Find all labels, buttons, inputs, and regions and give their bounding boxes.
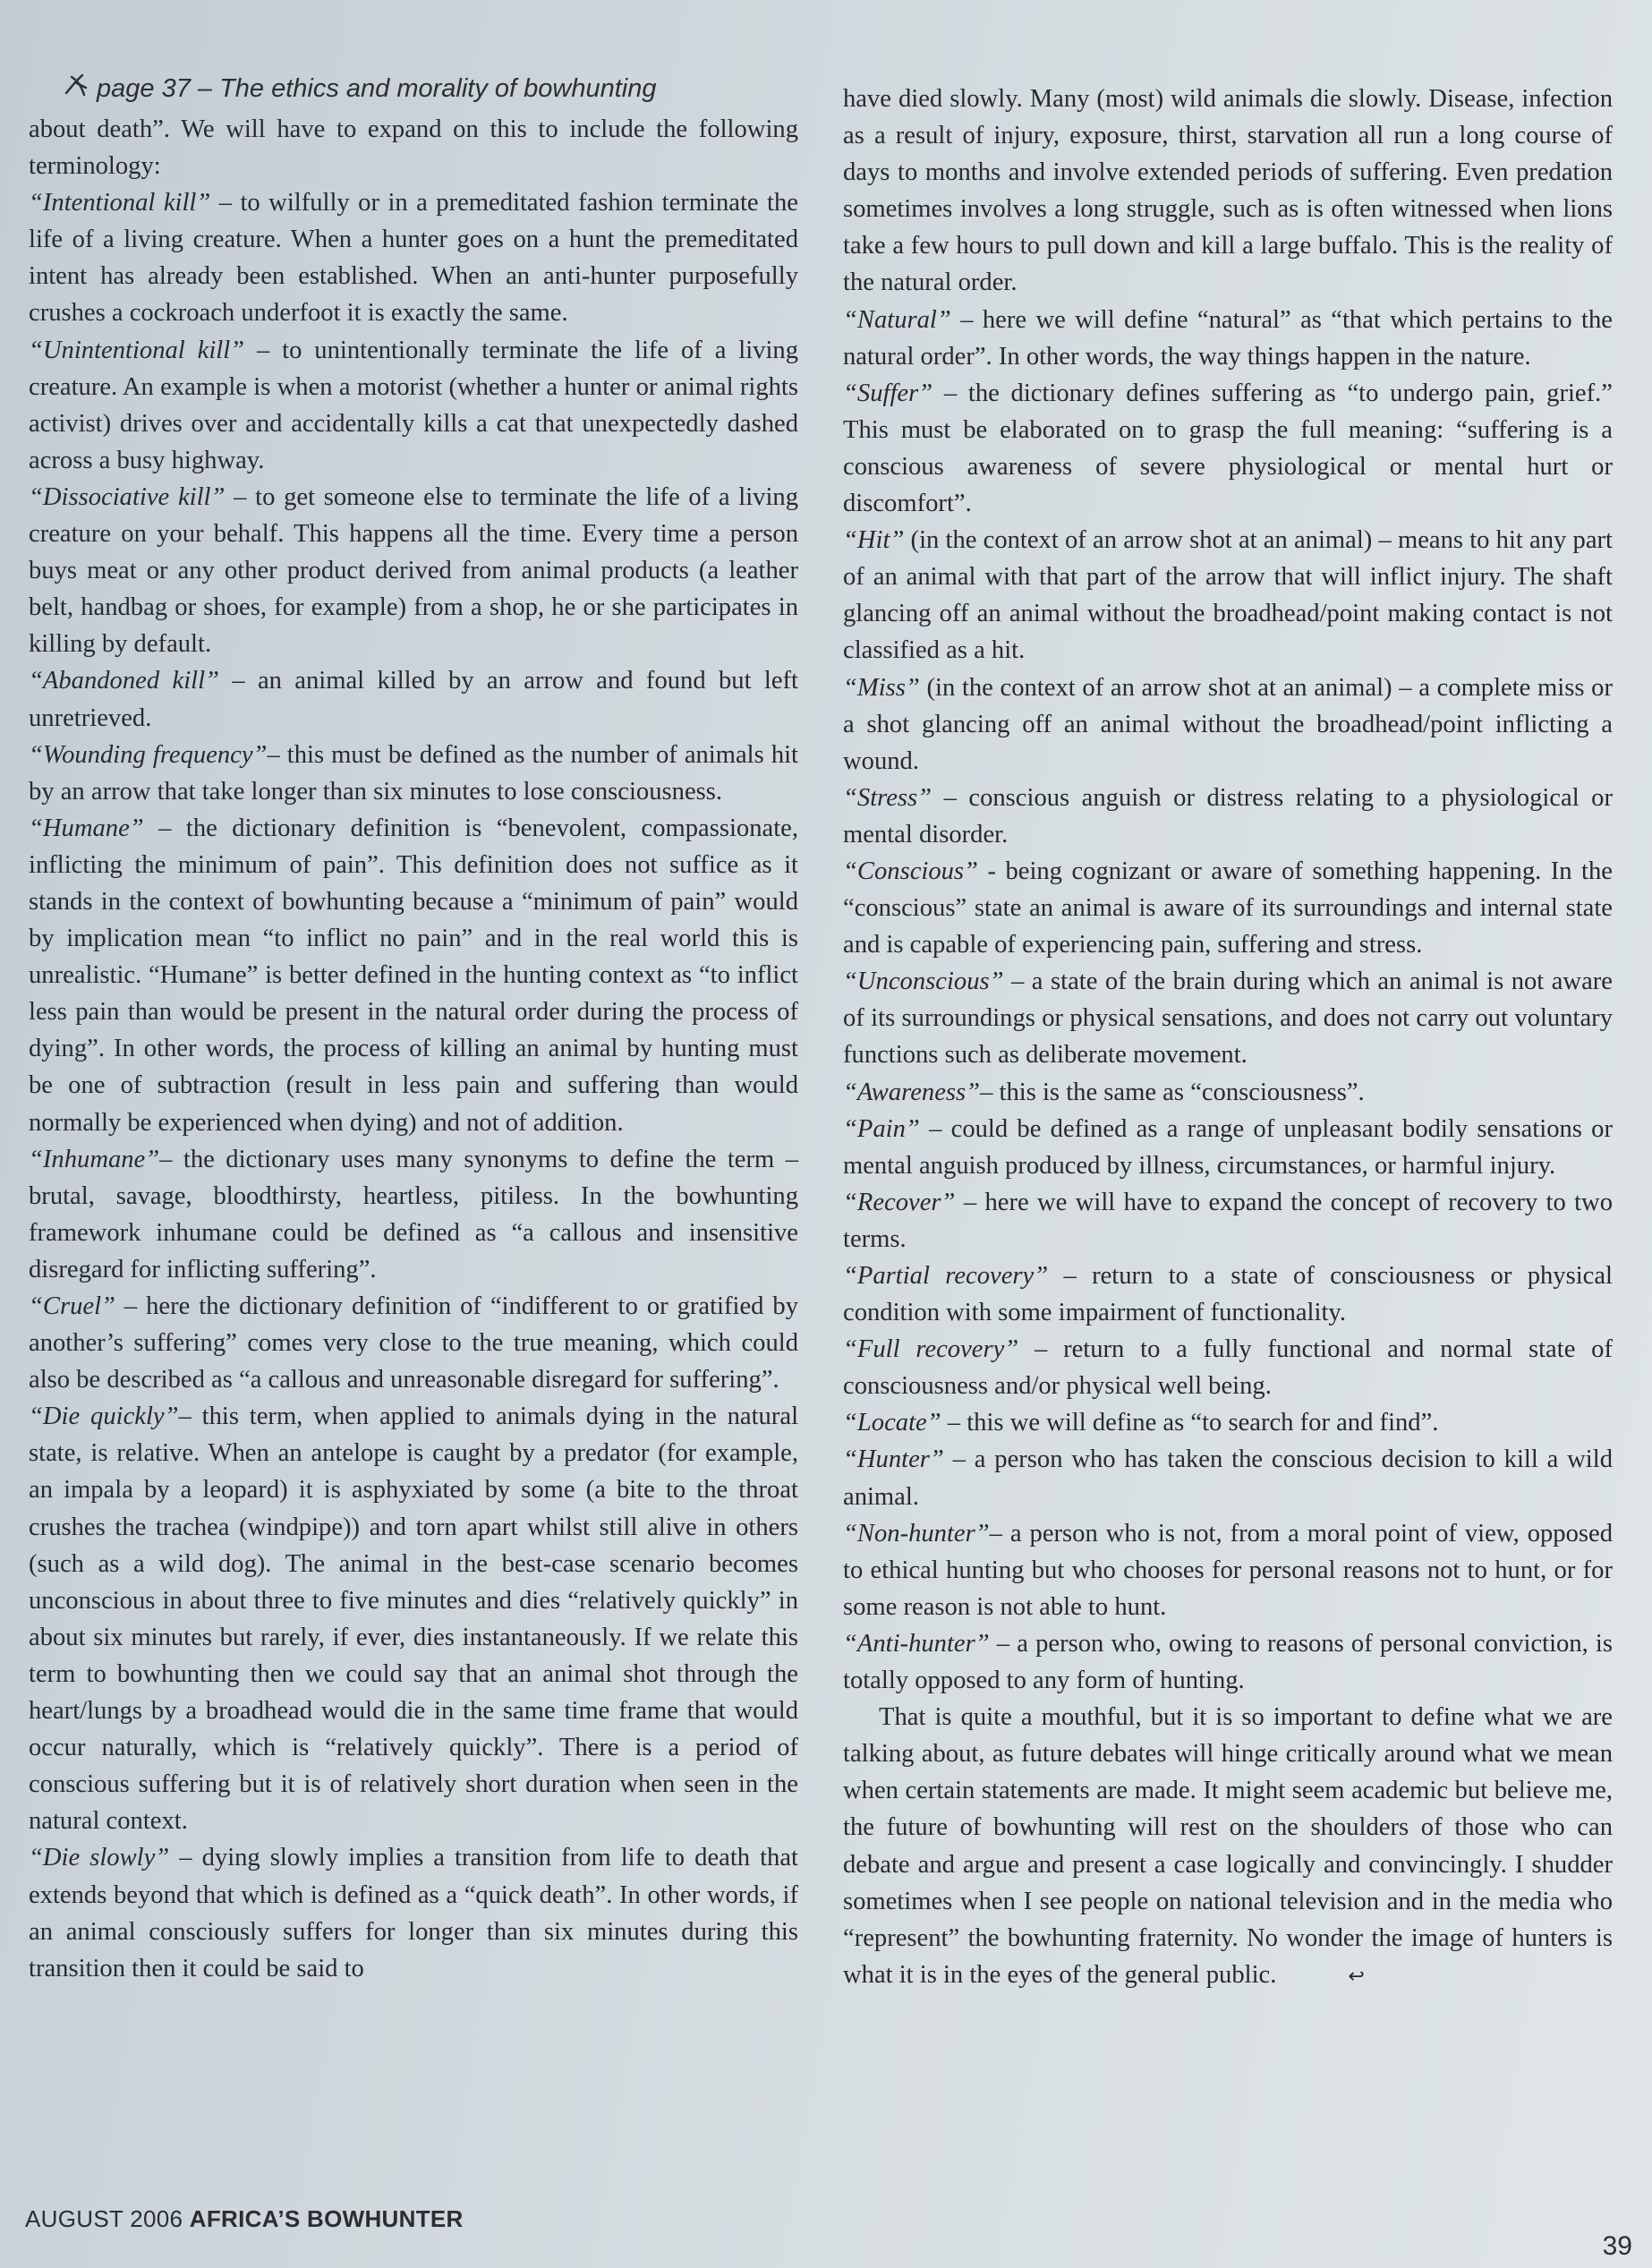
definition-text: – this is the same as “consciousness”. [980, 1078, 1365, 1106]
definition-paragraph [843, 1625, 1613, 1699]
definition-paragraph [29, 810, 798, 1141]
defined-term: “Unintentional kill” [29, 336, 245, 364]
footer-date: AUGUST 2006 [25, 2205, 190, 2232]
definition-text: – return to a fully functional and normal state of consciousness and/or physical well being. [843, 1335, 1613, 1401]
definition-paragraph [843, 963, 1613, 1073]
definition-text: - being cognizant or aware of something happening. In the “conscious” state an animal is aware of its surroundings and internal state and is capable of experiencing pain, suffering and stress. [843, 857, 1613, 959]
defined-term: “Anti-hunter” [843, 1629, 990, 1658]
definition-text: – a person who is not, from a moral point of view, opposed to ethical hunting but who chooses for personal reasons not to hunt, or for some reason is not able to hunt. [843, 1519, 1613, 1621]
defined-term: “Conscious” [843, 857, 978, 885]
definition-paragraph [843, 1331, 1613, 1404]
body-paragraph [29, 111, 798, 184]
definition-text: – to get someone else to terminate the life of a living creature on your behalf. This happens all the time. Every time a person buys meat or any other product derived from animal products (a leather belt, handbag or shoes, for example) from a shop, he or she participates in killing by default. [29, 482, 799, 659]
defined-term: “Cruel” [29, 1292, 115, 1320]
continuation-header [63, 72, 657, 106]
definition-paragraph [843, 1515, 1613, 1625]
defined-term: “Stress” [843, 783, 932, 812]
definition-text: – conscious anguish or distress relating to a physiological or mental disorder. [843, 783, 1613, 848]
defined-term: “Hunter” [843, 1445, 944, 1474]
defined-term: “Unconscious” [843, 968, 1004, 996]
definition-paragraph [29, 737, 798, 810]
defined-term: “Locate” [843, 1409, 941, 1437]
definition-paragraph [843, 1074, 1613, 1111]
closing-paragraph [843, 1699, 1613, 1995]
definition-text: – the dictionary uses many synonyms to define the term – brutal, savage, bloodthirsty, heartless, pitiless. In the bowhunting framework inhumane could be defined as “a callous and insensitive disregard for inflicting suffering”. [29, 1145, 798, 1283]
definition-text: – the dictionary defines suffering as “to undergo pain, grief.” This must be elaborated on to grasp the full meaning: “suffering is a conscious awareness of severe physiological or mental hurt or discomfort”. [843, 379, 1613, 518]
definition-text: (in the context of an arrow shot at an animal) – a complete miss or a shot glancing off an animal without the broadhead/point inflicting a wound. [843, 673, 1613, 775]
defined-term: “Natural” [843, 305, 951, 334]
header-text: page 37 – The ethics and morality of bowhunting [97, 73, 657, 103]
definition-paragraph [843, 1184, 1613, 1258]
definition-paragraph [29, 1398, 798, 1839]
right-column [843, 81, 1613, 1995]
defined-term: “Partial recovery” [843, 1262, 1049, 1290]
definition-paragraph [29, 184, 798, 331]
definition-text: – this term, when applied to animals dying in the natural state, is relative. When an antelope is caught by a predator (for example, an impala by a leopard) it is asphyxiated by some (a bite to the throat crushes the trachea (windpipe)) and torn apart whilst still alive in others (such as a wild dog). The animal in the best-case scenario becomes unconscious in about three to five minutes and dies “relatively quickly” in about six minutes but rarely, if ever, dies instantaneously. If we relate this term to bowhunting then we could say that an animal shot through the heart/lungs by a broadhead would die in the same time frame that would occur naturally, which is “relatively quickly”. There is a period of conscious suffering but it is of relatively short duration when seen in the natural context. [29, 1403, 799, 1836]
definition-paragraph [29, 662, 798, 736]
defined-term: “Hit” [843, 526, 905, 555]
definition-paragraph [843, 1441, 1613, 1514]
definition-text: – this we will define as “to search for and find”. [941, 1409, 1439, 1437]
defined-term: “Pain” [843, 1114, 920, 1143]
definition-text: – could be defined as a range of unpleasant bodily sensations or mental anguish produced by illness, circumstances, or harmful injury. [843, 1114, 1613, 1180]
defined-term: “Inhumane” [29, 1145, 160, 1173]
definition-text: have died slowly. Many (most) wild animals die slowly. Disease, infection as a result of injury, exposure, thirst, starvation all run a long course of days to months and involve extended periods of suffering. Even predation sometimes involves a long struggle, such as is often witnessed when lions take a few hours to pull down and kill a large buffalo. This is the reality of the natural order. [843, 85, 1613, 297]
definition-paragraph [843, 853, 1613, 963]
defined-term: “Suffer” [843, 379, 933, 407]
defined-term: “Humane” [29, 814, 144, 842]
defined-term: “Dissociative kill” [29, 482, 226, 511]
definition-paragraph [843, 669, 1613, 780]
body-paragraph [843, 81, 1613, 302]
defined-term: “Abandoned kill” [29, 667, 219, 695]
footer [25, 2205, 464, 2233]
definition-text: – a person who has taken the conscious decision to kill a wild animal. [843, 1445, 1613, 1511]
definition-paragraph [843, 522, 1613, 669]
defined-term: “Wounding frequency” [29, 740, 268, 769]
left-column [29, 111, 798, 1987]
definition-text: (in the context of an arrow shot at an animal) – means to hit any part of an animal with that part of the arrow that will inflict injury. The shaft glancing off an animal without the broadhead/point making contact is not classified as a hit. [843, 526, 1613, 665]
definition-paragraph [29, 1288, 798, 1398]
definition-text: – dying slowly implies a transition from life to death that extends beyond that which is defined as a “quick death”. In other words, if an animal consciously suffers for longer than six minutes during this transition then it could be said to [29, 1844, 798, 1982]
definition-paragraph [843, 1111, 1613, 1184]
definition-text: about death”. We will have to expand on this to include the following terminology: [29, 115, 798, 181]
archer-logo-icon [63, 72, 89, 106]
definition-paragraph [29, 479, 798, 662]
arrow-end-mark-icon: ↩ [1348, 1965, 1365, 1988]
definition-text: – here we will define “natural” as “that which pertains to the natural order”. In other words, the way things happen in the nature. [843, 305, 1613, 371]
definition-paragraph [843, 375, 1613, 522]
definition-text: – to wilfully or in a premeditated fashion terminate the life of a living creature. When a hunter goes on a hunt the premeditated intent has already been established. When an anti-hunter purposefully crushes a cockroach underfoot it is exactly the same. [29, 189, 798, 328]
definition-text: – here we will have to expand the concept of recovery to two terms. [843, 1188, 1613, 1253]
defined-term: “Die quickly” [29, 1403, 179, 1431]
definition-text: – an animal killed by an arrow and found but left unretrieved. [29, 667, 799, 732]
defined-term: “Miss” [843, 673, 920, 702]
closing-paragraph-text: That is quite a mouthful, but it is so important to define what we are talking about, as future debates will hinge critically around what we mean when certain statements are made. It might seem academic but believe me, the future of bowhunting will rest on the shoulders of those who can debate and argue and present a case logically and convincingly. I shudder sometimes when I see people on national television and in the media who “represent” the bowhunting fraternity. No wonder the image of hunters is what it is in the eyes of the general public. [843, 1703, 1613, 1989]
definition-text: – here the dictionary definition of “indifferent to or gratified by another’s suffering” comes very close to the true meaning, which could also be described as “a callous and unreasonable disregard for suffering”. [29, 1292, 798, 1394]
defined-term: “Non-hunter” [843, 1519, 990, 1548]
defined-term: “Awareness” [843, 1078, 981, 1106]
definition-text: – return to a state of consciousness or physical condition with some impairment of functionality. [843, 1262, 1614, 1327]
definition-text: – this must be defined as the number of animals hit by an arrow that take longer than six minutes to lose consciousness. [29, 740, 798, 806]
definition-paragraph [843, 780, 1613, 853]
definition-paragraph [29, 1141, 798, 1288]
definition-text: – a person who, owing to reasons of personal conviction, is totally opposed to any form of hunting. [843, 1629, 1613, 1695]
defined-term: “Recover” [843, 1188, 956, 1216]
definition-text: – a state of the brain during which an animal is not aware of its surroundings or physical sensations, and does not carry out voluntary functions such as deliberate movement. [843, 968, 1613, 1070]
definition-text: – to unintentionally terminate the life of a living creature. An example is when a motorist (whether a hunter or animal rights activist) drives over and accidentally kills a cat that unexpectedly dashed across a busy highway. [29, 336, 799, 474]
definition-paragraph [843, 302, 1613, 375]
defined-term: “Die slowly” [29, 1844, 170, 1872]
defined-term: “Intentional kill” [29, 189, 211, 217]
definition-paragraph [843, 1404, 1613, 1441]
page-number: 39 [1602, 2231, 1632, 2261]
definition-paragraph [843, 1258, 1613, 1331]
definition-text: – the dictionary definition is “benevolent, compassionate, inflicting the minimum of pain”. This definition does not suffice as it stands in the context of bowhunting because a “minimum of pain” would by implication mean “to inflict no pain” and in the real world this is unrealistic. “Humane” is better defined in the hunting context as “to inflict less pain than would be present in the natural order during the process of dying”. In other words, the process of killing an animal by hunting must be one of subtraction (result in less pain and suffering than would normally be experienced when dying) and not of addition. [29, 814, 798, 1137]
footer-magazine-title: AFRICA’S BOWHUNTER [189, 2205, 464, 2232]
definition-paragraph [29, 1839, 798, 1986]
definition-paragraph [29, 332, 798, 479]
defined-term: “Full recovery” [843, 1335, 1019, 1364]
